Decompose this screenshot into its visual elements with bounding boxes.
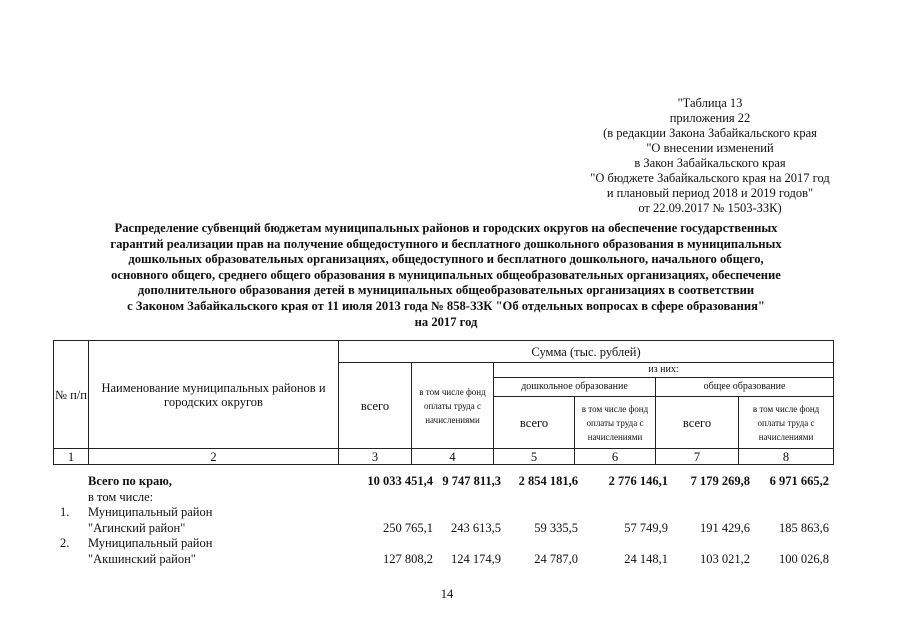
cell-pre-total: 2 854 181,6 xyxy=(518,474,578,488)
header-num: № п/п xyxy=(54,341,89,449)
col-number: 4 xyxy=(412,449,494,465)
title-line: основного общего, среднего общего образования в муниципальных общеобразовательных организациях, обеспечение xyxy=(111,267,781,282)
cell-salary: 9 747 811,3 xyxy=(442,474,501,488)
table-header xyxy=(53,340,834,465)
cell-salary: 124 174,9 xyxy=(451,551,501,566)
title-line: дополнительного образования детей в муниципальных общеобразовательных организациях в соответствии xyxy=(137,283,755,298)
cell-total: 250 765,1 xyxy=(383,520,433,535)
cell-total: 10 033 451,4 xyxy=(367,474,433,488)
header-total: всего xyxy=(339,363,412,449)
header-gen-salary: в том числе фонд оплаты труда с начислениями xyxy=(739,397,834,449)
title-line: гарантий реализации прав на получение общедоступного и бесплатного дошкольного образования в муниципальных xyxy=(110,236,782,251)
title-line: Распределение субвенций бюджетам муниципальных районов и городских округов на обеспечение государственных xyxy=(114,221,778,235)
row-number: 1. xyxy=(60,505,70,519)
row-number: 2. xyxy=(60,536,70,550)
cell-gen-salary: 6 971 665,2 xyxy=(769,474,829,488)
note-line: и плановый период 2018 и 2019 годов" xyxy=(606,186,814,200)
note-line: "О бюджете Забайкальского края на 2017 год xyxy=(590,171,830,185)
header-of-them: из них: xyxy=(494,363,834,378)
note-line: приложения 22 xyxy=(669,111,751,125)
row-name: "Агинский район" xyxy=(88,520,186,535)
col-number: 2 xyxy=(89,449,339,465)
row-name: "Акшинский район" xyxy=(88,551,196,566)
table-row xyxy=(53,552,833,568)
col-number: 5 xyxy=(494,449,575,465)
cell-pre-salary: 57 749,9 xyxy=(624,520,668,535)
cell-gen-salary: 100 026,8 xyxy=(779,551,829,566)
row-name: в том числе: xyxy=(88,489,154,504)
cell-gen-total: 191 429,6 xyxy=(700,520,750,535)
title-line: на 2017 год xyxy=(414,314,478,329)
header-pre-salary: в том числе фонд оплаты труда с начислениями xyxy=(575,397,656,449)
header-preschool: дошкольное образование xyxy=(494,378,656,397)
cell-pre-total: 24 787,0 xyxy=(534,551,578,566)
cell-salary: 243 613,5 xyxy=(451,520,501,535)
cell-gen-salary: 185 863,6 xyxy=(779,520,829,535)
col-number: 6 xyxy=(575,449,656,465)
cell-gen-total: 7 179 269,8 xyxy=(690,474,750,488)
row-name: Муниципальный район xyxy=(88,536,213,550)
page-number: 14 xyxy=(440,587,454,601)
cell-total: 127 808,2 xyxy=(383,551,433,566)
cell-pre-salary: 24 148,1 xyxy=(624,551,668,566)
table-body xyxy=(53,474,833,567)
header-general: общее образование xyxy=(656,378,834,397)
title-line: дошкольных образовательных организациях, общедоступного и бесплатного дошкольного, начального общего, xyxy=(128,252,764,267)
col-number: 1 xyxy=(54,449,89,465)
document-title xyxy=(40,221,852,330)
cell-pre-salary: 2 776 146,1 xyxy=(608,474,668,488)
note-line: от 22.09.2017 № 1503-ЗЗК) xyxy=(638,201,782,215)
header-incl-salary: в том числе фонд оплаты труда с начислениями xyxy=(412,363,494,449)
col-number: 8 xyxy=(739,449,834,465)
header-pre-total: всего xyxy=(494,397,575,449)
note-line: "О внесении изменений xyxy=(646,141,774,155)
header-gen-total: всего xyxy=(656,397,739,449)
title-line: с Законом Забайкальского края от 11 июля 2013 года № 858-ЗЗК "Об отдельных вопросах в сфере образования" xyxy=(127,298,765,313)
header-name: Наименование муниципальных районов и городских округов xyxy=(89,341,339,449)
note-line: в Закон Забайкальского края xyxy=(634,156,786,170)
table-reference-note xyxy=(560,96,860,216)
row-name: Всего по краю, xyxy=(88,474,172,488)
col-number: 3 xyxy=(339,449,412,465)
note-line: "Таблица 13 xyxy=(677,96,743,110)
row-name: Муниципальный район xyxy=(88,505,213,519)
col-number: 7 xyxy=(656,449,739,465)
cell-pre-total: 59 335,5 xyxy=(534,520,578,535)
table-row xyxy=(53,536,833,552)
table-row xyxy=(53,505,833,521)
header-sum: Сумма (тыс. рублей) xyxy=(339,341,834,363)
table-row xyxy=(53,490,833,506)
cell-gen-total: 103 021,2 xyxy=(700,551,750,566)
table-row xyxy=(53,521,833,537)
table-row xyxy=(53,474,833,490)
note-line: (в редакции Закона Забайкальского края xyxy=(603,126,817,140)
